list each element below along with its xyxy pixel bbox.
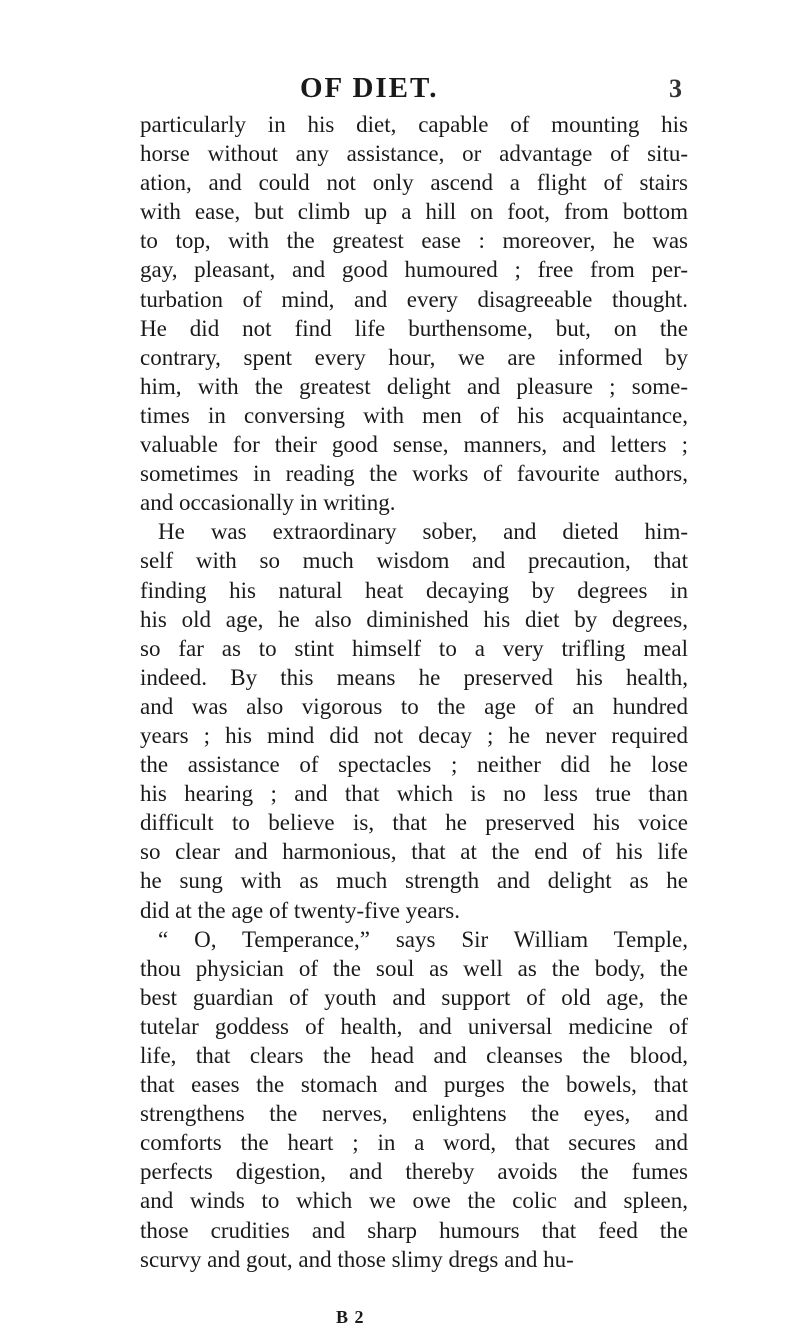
text-line: strengthens the nerves, enlightens the eyes, and — [140, 1101, 688, 1127]
running-head: OF DIET. — [300, 72, 439, 104]
text-line: to top, with the greatest ease : moreover, he was — [140, 228, 688, 254]
text-line: He did not find life burthensome, but, on the — [140, 315, 688, 341]
text-line: self with so much wisdom and precaution, that — [140, 548, 688, 574]
text-line: the assistance of spectacles ; neither did he lose — [140, 752, 688, 778]
text-line: gay, pleasant, and good humoured ; free from per- — [140, 257, 688, 283]
text-line: tutelar goddess of health, and universal medicine of — [140, 1013, 688, 1039]
text-line: turbation of mind, and every disagreeable thought. — [140, 286, 688, 312]
text-line: best guardian of youth and support of old age, the — [140, 984, 688, 1010]
text-line: horse without any assistance, or advantage of situ- — [140, 141, 688, 167]
page-header — [140, 72, 700, 112]
text-line: and was also vigorous to the age of an hundred — [140, 693, 688, 719]
text-line: him, with the greatest delight and pleasure ; some- — [140, 373, 688, 399]
text-line: comforts the heart ; in a word, that secures and — [140, 1130, 688, 1156]
text-line: particularly in his diet, capable of mounting his — [140, 112, 688, 137]
text-line: sometimes in reading the works of favourite authors, — [140, 461, 688, 487]
text-line: life, that clears the head and cleanses the blood, — [140, 1043, 688, 1068]
text-line: times in conversing with men of his acquaintance, — [140, 402, 688, 428]
text-line: so far as to stint himself to a very trifling meal — [140, 635, 688, 661]
text-line: those crudities and sharp humours that feed the — [140, 1217, 688, 1243]
text-line: indeed. By this means he preserved his health, — [140, 664, 688, 690]
text-line: with ease, but climb up a hill on foot, from bottom — [140, 199, 688, 225]
text-line: contrary, spent every hour, we are informed by — [140, 344, 688, 370]
text-line: his hearing ; and that which is no less true than — [140, 781, 688, 807]
text-line: ation, and could not only ascend a flight of stairs — [140, 170, 688, 196]
text-line: difficult to believe is, that he preserved his voice — [140, 810, 688, 836]
text-line: and winds to which we owe the colic and spleen, — [140, 1188, 688, 1214]
text-line: his old age, he also diminished his diet by degrees, — [140, 606, 688, 632]
text-line: finding his natural heat decaying by degrees in — [140, 577, 688, 603]
text-line: thou physician of the soul as well as the body, the — [140, 955, 688, 981]
signature-mark: B 2 — [336, 1307, 365, 1327]
text-line: years ; his mind did not decay ; he never required — [140, 722, 688, 748]
text-line: and occasionally in writing. — [140, 490, 396, 516]
body-text — [140, 110, 688, 1274]
text-line: so clear and harmonious, that at the end of his life — [140, 839, 688, 865]
text-line: that eases the stomach and purges the bowels, that — [140, 1072, 688, 1098]
text-line: perfects digestion, and thereby avoids the fumes — [140, 1159, 688, 1185]
page-number: 3 — [669, 74, 682, 103]
text-line: he sung with as much strength and delight as he — [140, 868, 688, 894]
text-line: scurvy and gout, and those slimy dregs and hu- — [140, 1246, 574, 1272]
text-line: He was extraordinary sober, and dieted him- — [158, 519, 688, 545]
text-line: did at the age of twenty-five years. — [140, 897, 460, 923]
text-line: “ O, Temperance,” says Sir William Temple, — [158, 926, 688, 952]
text-line: valuable for their good sense, manners, and letters ; — [140, 432, 688, 458]
